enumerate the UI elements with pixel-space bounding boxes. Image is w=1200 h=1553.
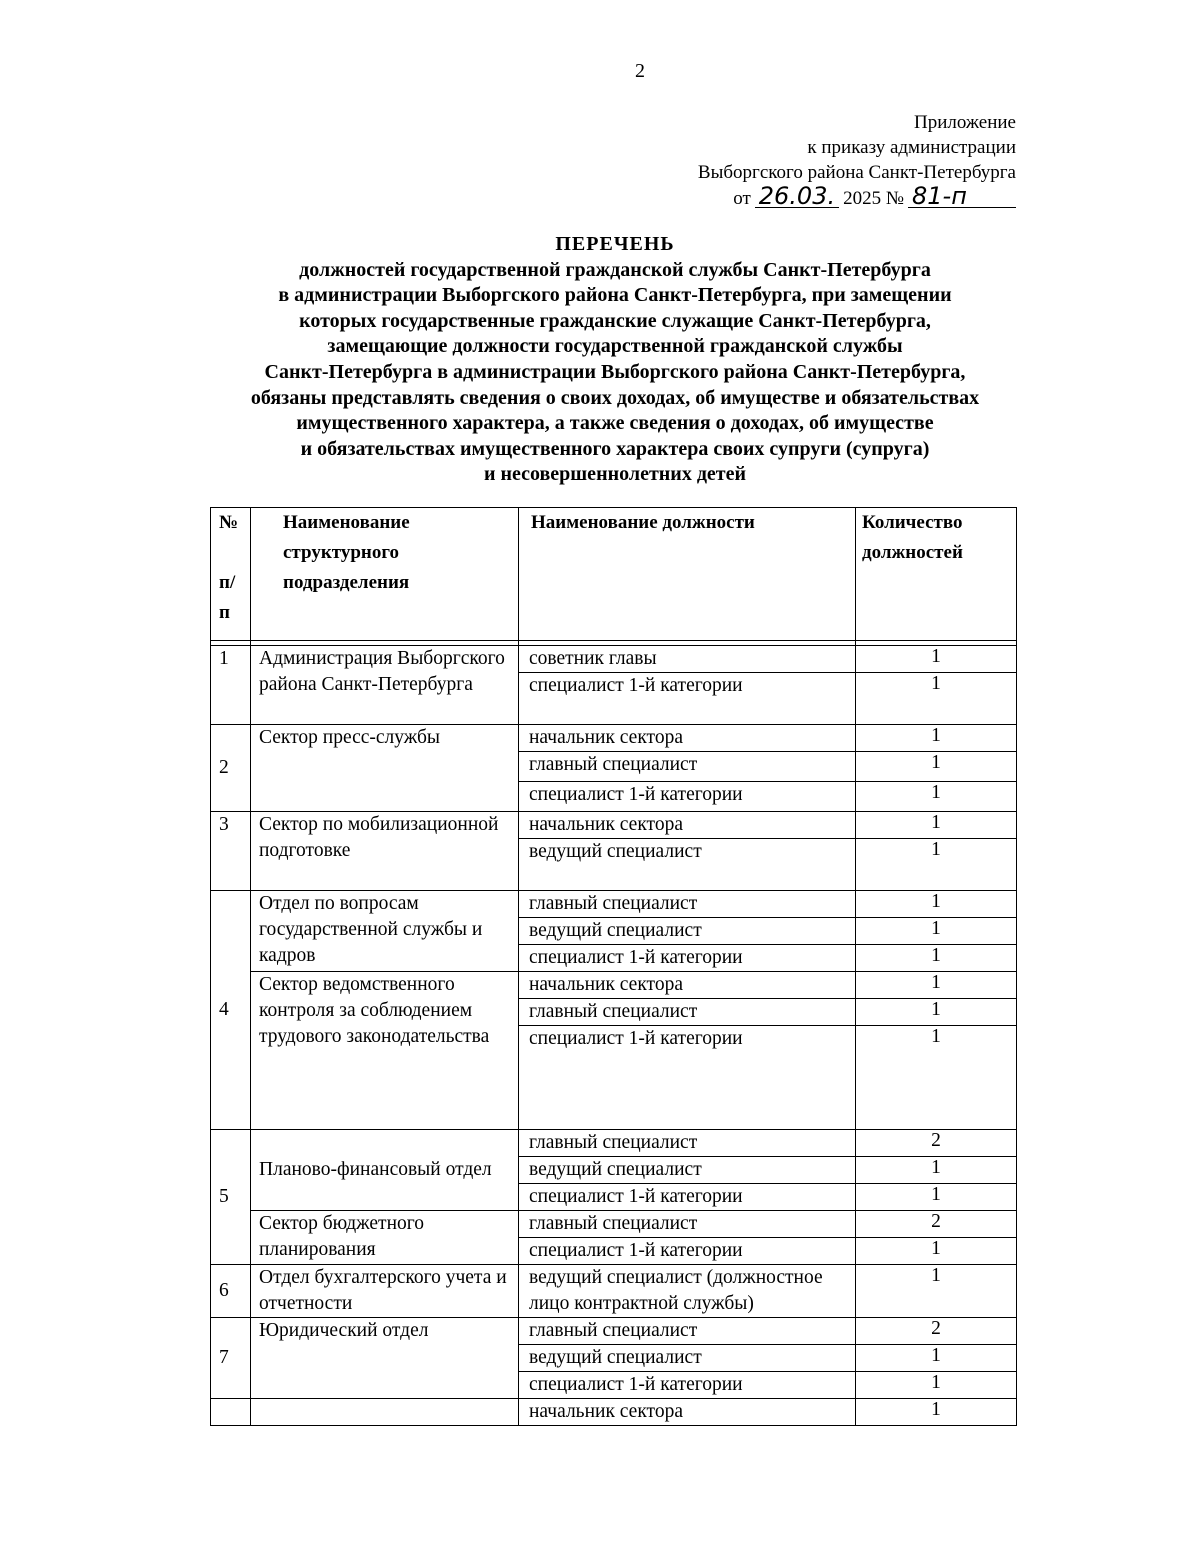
position-count: 1 [856, 646, 1017, 673]
position-name: начальник сектора [519, 972, 856, 999]
title-line: которых государственные гражданские служащие Санкт-Петербурга, [299, 309, 931, 332]
row-number: 6 [211, 1265, 251, 1318]
header-count: Количество должностей [856, 508, 1017, 641]
position-count: 1 [856, 1026, 1017, 1130]
position-name: ведущий специалист [519, 1157, 856, 1184]
appendix-line-1: Приложение [914, 112, 1016, 133]
positions-table [210, 507, 1017, 1426]
unit-name: Администрация Выборгского района Санкт-Петербурга [251, 646, 519, 725]
position-name: главный специалист [519, 752, 856, 782]
title-line: замещающие должности государственной гражданской службы [327, 335, 903, 358]
appendix-line-3: Выборгского района Санкт-Петербурга [697, 162, 1016, 183]
positions-table-wrap [210, 507, 1016, 1426]
order-date-handwritten: 26.03. [755, 185, 839, 208]
position-count: 1 [856, 1157, 1017, 1184]
table-row [211, 725, 1017, 752]
row-number: 4 [211, 891, 251, 1130]
row-number [211, 1399, 251, 1426]
position-name: ведущий специалист [519, 839, 856, 891]
table-row [211, 1318, 1017, 1345]
unit-name: Отдел бухгалтерского учета и отчетности [251, 1265, 519, 1318]
position-count: 2 [856, 1211, 1017, 1238]
position-count: 2 [856, 1318, 1017, 1345]
position-count: 1 [856, 891, 1017, 918]
position-count: 1 [856, 725, 1017, 752]
position-count: 1 [856, 1372, 1017, 1399]
position-count: 1 [856, 1238, 1017, 1265]
position-name: специалист 1-й категории [519, 1372, 856, 1399]
title-line: и несовершеннолетних детей [483, 463, 747, 486]
position-name: начальник сектора [519, 1399, 856, 1426]
unit-name: Сектор бюджетного планирования [251, 1211, 519, 1265]
position-name: главный специалист [519, 999, 856, 1026]
title-line: и обязательствах имущественного характера своих супруги (супруга) [300, 437, 930, 460]
position-name: главный специалист [519, 1318, 856, 1345]
position-count: 1 [856, 673, 1017, 725]
position-name: главный специалист [519, 1130, 856, 1157]
table-row [211, 972, 1017, 999]
row-number: 7 [211, 1318, 251, 1399]
title-line: в администрации Выборгского района Санкт-Петербурга, при замещении [278, 284, 952, 307]
title-line: Санкт-Петербурга в администрации Выборгского района Санкт-Петербурга, [264, 360, 966, 383]
order-number-handwritten: 81-п [908, 185, 1016, 208]
row-number: 2 [211, 725, 251, 812]
position-count: 1 [856, 1265, 1017, 1318]
position-count: 1 [856, 752, 1017, 782]
table-row [211, 1130, 1017, 1157]
header-unit: Наименование структурного подразделения [251, 508, 519, 641]
unit-name: Отдел по вопросам государственной службы и кадров [251, 891, 519, 972]
position-count: 1 [856, 839, 1017, 891]
title-line: обязаны представлять сведения о своих доходах, об имуществе и обязательствах [250, 386, 980, 409]
position-name: специалист 1-й категории [519, 673, 856, 725]
order-ot-label: от [733, 188, 751, 209]
unit-name: Сектор ведомственного контроля за соблюдением трудового законодательства [251, 972, 519, 1130]
row-number: 3 [211, 812, 251, 891]
row-number: 1 [211, 646, 251, 725]
position-count: 1 [856, 812, 1017, 839]
position-name: ведущий специалист (должностное лицо контрактной службы) [519, 1265, 856, 1318]
position-name: ведущий специалист [519, 918, 856, 945]
title-line: должностей государственной гражданской службы Санкт-Петербурга [299, 258, 931, 281]
row-number: 5 [211, 1130, 251, 1265]
page-number: 2 [635, 60, 645, 82]
title-main: ПЕРЕЧЕНЬ [555, 233, 675, 255]
position-count: 1 [856, 782, 1017, 812]
position-count: 2 [856, 1130, 1017, 1157]
position-count: 1 [856, 1399, 1017, 1426]
position-name: специалист 1-й категории [519, 1238, 856, 1265]
position-name: специалист 1-й категории [519, 1184, 856, 1211]
appendix-block [698, 110, 1016, 211]
position-name: начальник сектора [519, 812, 856, 839]
position-count: 1 [856, 918, 1017, 945]
unit-name: Сектор по мобилизационной подготовке [251, 812, 519, 891]
position-count: 1 [856, 1345, 1017, 1372]
unit-name [251, 1399, 519, 1426]
position-count: 1 [856, 1184, 1017, 1211]
table-row [211, 646, 1017, 673]
position-name: специалист 1-й категории [519, 1026, 856, 1130]
title-line: имущественного характера, а также сведения о доходах, об имуществе [296, 412, 934, 435]
unit-name: Юридический отдел [251, 1318, 519, 1399]
position-name: ведущий специалист [519, 1345, 856, 1372]
position-name: советник главы [519, 646, 856, 673]
order-year-label: 2025 № [843, 188, 904, 209]
position-count: 1 [856, 999, 1017, 1026]
position-count: 1 [856, 945, 1017, 972]
position-name: специалист 1-й категории [519, 782, 856, 812]
position-name: специалист 1-й категории [519, 945, 856, 972]
position-name: главный специалист [519, 891, 856, 918]
table-row [211, 1265, 1017, 1318]
position-name: главный специалист [519, 1211, 856, 1238]
position-count: 1 [856, 972, 1017, 999]
document-title [0, 232, 1200, 488]
header-number: № п/ п [211, 508, 251, 641]
header-position: Наименование должности [519, 508, 856, 641]
appendix-line-2: к приказу администрации [807, 137, 1016, 158]
position-name: начальник сектора [519, 725, 856, 752]
order-date-line [698, 182, 1016, 211]
table-row [211, 1211, 1017, 1238]
table-row [211, 1399, 1017, 1426]
table-header-row [211, 508, 1017, 641]
table-row [211, 812, 1017, 839]
unit-name: Сектор пресс-службы [251, 725, 519, 812]
table-row [211, 891, 1017, 918]
unit-name: Планово-финансовый отдел [251, 1130, 519, 1211]
